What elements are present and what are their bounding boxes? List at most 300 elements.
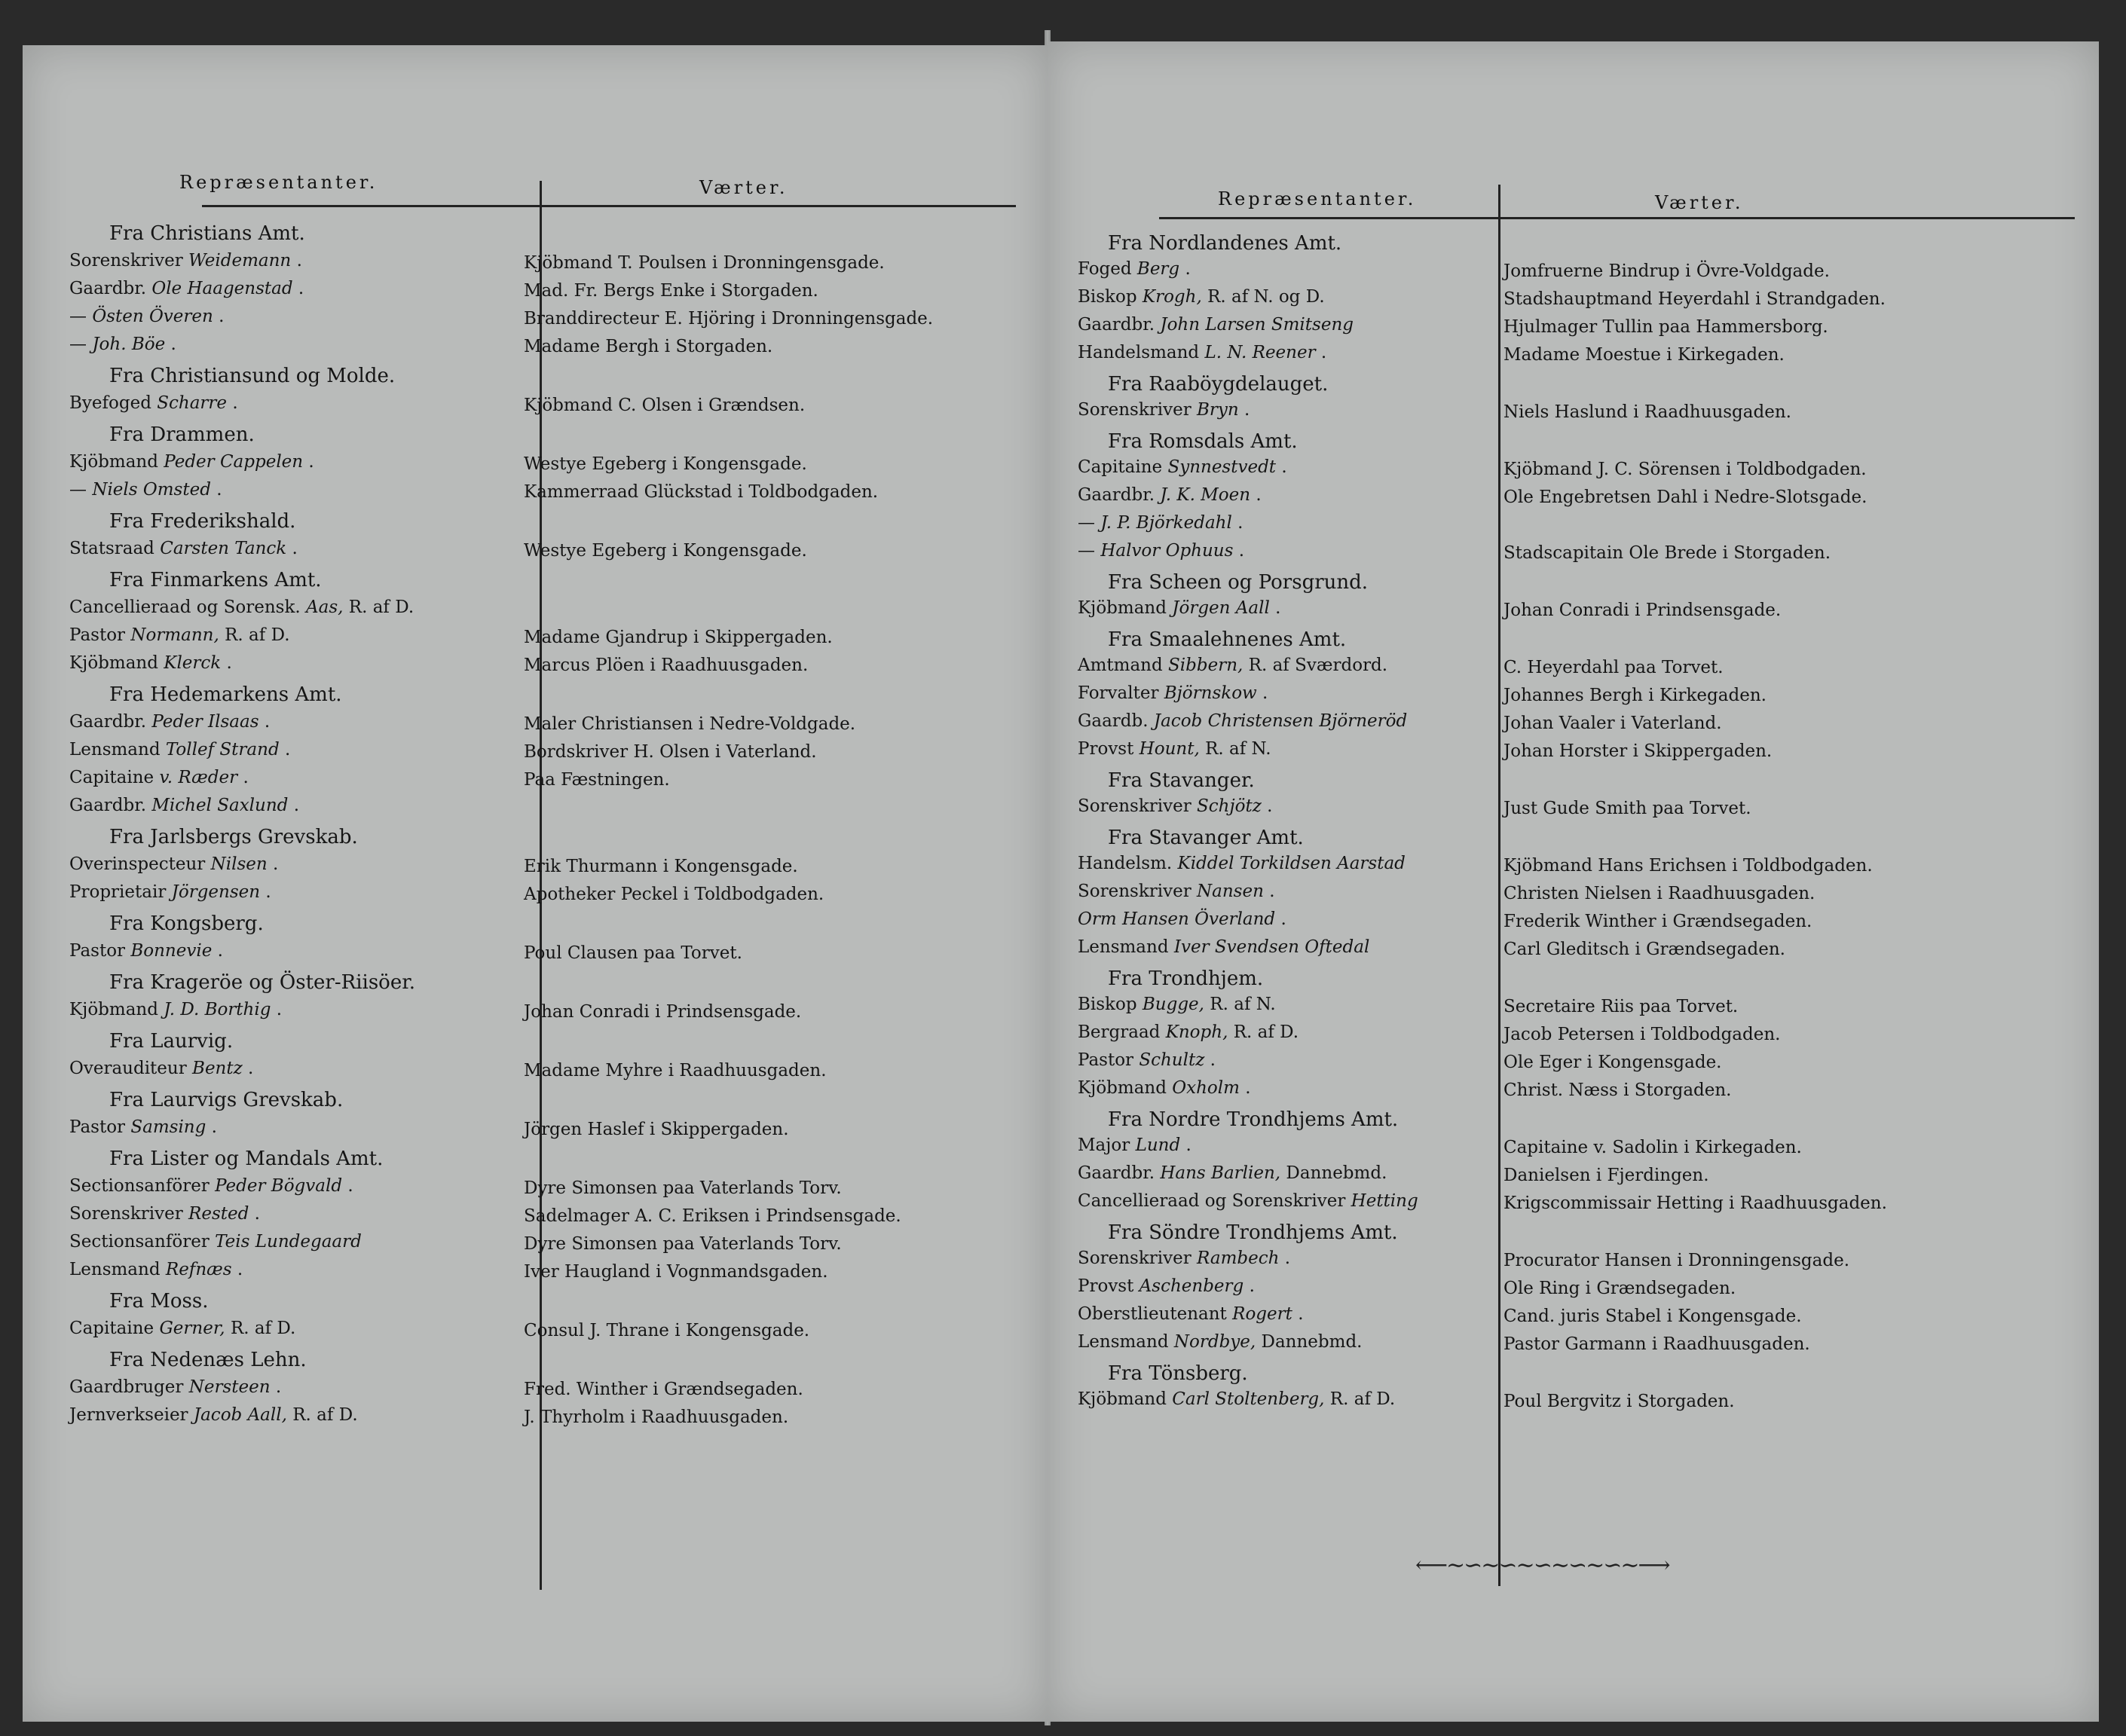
representative-entry (1078, 259, 1191, 279)
rep-title: — (69, 335, 87, 354)
representative-entry (1078, 796, 1272, 816)
rep-title: Gaardbr. (1078, 1163, 1155, 1183)
rep-name: Ole Haagenstad (151, 279, 293, 298)
host-entry: Stadscapitain Ole Brede i Storgaden. (1503, 543, 1831, 563)
host-entry: C. Heyerdahl paa Torvet. (1503, 658, 1724, 677)
right-header-rule (1159, 217, 2075, 219)
rep-name: Peder Cappelen (164, 452, 304, 472)
rep-name: Peder Ilsaas (151, 712, 259, 732)
rep-suffix: . (1245, 1078, 1251, 1098)
rep-title: Oberstlieutenant (1078, 1304, 1227, 1324)
rep-name: Hans Barlien, (1160, 1163, 1281, 1183)
rep-name: Nersteen (188, 1377, 271, 1397)
rep-suffix: . (276, 1000, 283, 1019)
rep-suffix: . (1249, 1276, 1255, 1296)
rep-suffix: . (1298, 1304, 1304, 1324)
rep-name: Iver Svendsen Oftedal (1173, 937, 1370, 957)
rep-title: Kjöbmand (1078, 1389, 1167, 1409)
rep-name: Teis Lundegaard (215, 1232, 362, 1252)
rep-suffix: . (1267, 796, 1273, 816)
section-heading: Fra Finmarkens Amt. (109, 569, 322, 591)
representative-entry (1078, 400, 1250, 420)
section-heading: Fra Jarlsbergs Grevskab. (109, 826, 358, 848)
host-entry: Ole Engebretsen Dahl i Nedre-Slotsgade. (1503, 487, 1868, 507)
section-heading: Fra Kongsberg. (109, 912, 264, 935)
rep-suffix: R. af D. (1329, 1389, 1396, 1409)
host-entry: Mad. Fr. Bergs Enke i Storgaden. (524, 281, 818, 301)
rep-name: Gerner, (159, 1319, 225, 1338)
host-entry: Madame Gjandrup i Skippergaden. (524, 628, 833, 647)
host-entry: Dyre Simonsen paa Vaterlands Torv. (524, 1178, 842, 1198)
rep-title: Sorenskriver (1078, 796, 1191, 816)
representative-entry (1078, 1191, 1418, 1211)
representative-entry (1078, 656, 1387, 675)
rep-suffix: R. af D. (348, 598, 414, 617)
rep-suffix: . (296, 251, 302, 270)
representative-entry (69, 1000, 282, 1019)
rep-title: Bergraad (1078, 1022, 1161, 1042)
rep-name: Bentz (192, 1059, 243, 1078)
rep-title: Sorenskriver (69, 251, 183, 270)
host-entry: Cand. juris Stabel i Kongensgade. (1503, 1307, 1802, 1326)
rep-title: Pastor (1078, 1050, 1134, 1070)
host-entry: Kjöbmand J. C. Sörensen i Toldbodgaden. (1503, 460, 1867, 479)
rep-name: Synnestvedt (1167, 457, 1277, 477)
representative-entry (1078, 513, 1243, 533)
host-entry: Dyre Simonsen paa Vaterlands Torv. (524, 1234, 842, 1254)
host-entry: Hjulmager Tullin paa Hammersborg. (1503, 317, 1828, 337)
representative-entry (1078, 1389, 1395, 1409)
representative-entry (69, 1319, 295, 1338)
section-heading: Fra Nedenæs Lehn. (109, 1349, 307, 1371)
host-entry: Ole Eger i Kongensgade. (1503, 1053, 1722, 1072)
representative-entry (1078, 1050, 1216, 1070)
host-entry: Johan Horster i Skippergaden. (1503, 741, 1773, 761)
rep-title: Kjöbmand (69, 1000, 158, 1019)
rep-name: Rogert (1232, 1304, 1292, 1324)
representative-entry (1078, 1276, 1255, 1296)
rep-name: Knoph, (1165, 1022, 1228, 1042)
rep-title: Pastor (69, 941, 126, 961)
rep-name: Bugge, (1142, 995, 1204, 1014)
rep-name: Bryn (1197, 400, 1239, 420)
section-heading: Fra Raaböygdelauget. (1108, 373, 1329, 396)
rep-name: Halvor Ophuus (1100, 541, 1234, 561)
rep-title: Sorenskriver (1078, 882, 1191, 901)
rep-name: Refnæs (165, 1260, 232, 1279)
host-entry: Secretaire Riis paa Torvet. (1503, 997, 1739, 1016)
rep-suffix: . (1320, 343, 1327, 362)
rep-title: Kjöbmand (1078, 598, 1167, 618)
rep-suffix: . (275, 1377, 282, 1397)
rep-title: Capitaine (69, 1319, 154, 1338)
host-entry: Pastor Garmann i Raadhuusgaden. (1503, 1334, 1810, 1354)
host-entry: Krigscommissair Hetting i Raadhuusgaden. (1503, 1194, 1887, 1213)
section-heading: Fra Laurvigs Grevskab. (109, 1089, 344, 1111)
host-entry: Bordskriver H. Olsen i Vaterland. (524, 742, 817, 762)
section-heading: Fra Frederikshald. (109, 510, 296, 533)
host-entry: Just Gude Smith paa Torvet. (1503, 799, 1751, 818)
rep-name: Weidemann (188, 251, 292, 270)
representative-entry (69, 598, 414, 617)
rep-title: Proprietair (69, 882, 167, 902)
right-column-divider (1498, 185, 1500, 1586)
rep-title: Capitaine (69, 768, 154, 787)
rep-title: Gaardbruger (69, 1377, 184, 1397)
host-entry: Danielsen i Fjerdingen. (1503, 1166, 1709, 1185)
left-header-rule (202, 205, 1016, 207)
rep-title: — (1078, 541, 1095, 561)
representative-entry (1078, 1249, 1290, 1268)
representative-entry (69, 740, 290, 760)
representative-entry (1078, 739, 1271, 759)
rep-title: Gaardbr. (69, 279, 147, 298)
rep-name: Tollef Strand (165, 740, 280, 760)
representative-entry (1078, 1332, 1363, 1352)
representative-entry (69, 653, 232, 673)
rep-title: — (69, 480, 87, 500)
host-entry: Marcus Plöen i Raadhuusgaden. (524, 656, 809, 675)
representative-entry (69, 854, 278, 874)
representative-entry (69, 1176, 353, 1196)
rep-name: Jacob Christensen Björneröd (1153, 711, 1408, 731)
rep-suffix: . (293, 796, 299, 815)
left-header-hosts: Værter. (699, 177, 788, 198)
rep-suffix: . (1238, 541, 1245, 561)
representative-entry (69, 251, 302, 270)
representative-entry (69, 307, 224, 326)
representative-entry (69, 1405, 358, 1425)
rep-name: Joh. Böe (92, 335, 166, 354)
rep-suffix: . (170, 335, 176, 354)
rep-suffix: R. af D. (230, 1319, 296, 1338)
representative-entry (69, 1117, 217, 1137)
rep-name: Jörgensen (171, 882, 261, 902)
representative-entry (69, 1059, 253, 1078)
host-entry: Apotheker Peckel i Toldbodgaden. (524, 885, 824, 904)
section-heading: Fra Christiansund og Molde. (109, 365, 396, 387)
rep-name: Aschenberg (1139, 1276, 1244, 1296)
rep-suffix: . (216, 480, 222, 500)
representative-entry (1078, 711, 1407, 731)
host-entry: Carl Gleditsch i Grændsegaden. (1503, 940, 1785, 959)
host-entry: Erik Thurmann i Kongensgade. (524, 857, 798, 876)
rep-name: Östen Överen (92, 307, 213, 326)
rep-title: — (69, 307, 87, 326)
rep-name: J. D. Borthig (164, 1000, 271, 1019)
rep-name: Carsten Tanck (160, 539, 287, 558)
rep-title: Gaardbr. (1078, 485, 1155, 505)
representative-entry (69, 796, 299, 815)
rep-suffix: . (298, 279, 304, 298)
host-entry: Madame Moestue i Kirkegaden. (1503, 345, 1785, 365)
rep-name: Normann, (130, 625, 219, 645)
rep-title: Handelsmand (1078, 343, 1200, 362)
rep-suffix: . (264, 712, 271, 732)
host-entry: Kjöbmand C. Olsen i Grændsen. (524, 396, 806, 415)
host-entry: Frederik Winther i Grændsegaden. (1503, 912, 1812, 931)
host-entry: Kjöbmand T. Poulsen i Dronningensgade. (524, 253, 885, 273)
rep-suffix: . (248, 1059, 254, 1078)
host-entry: Paa Fæstningen. (524, 770, 670, 790)
rep-suffix: R. af N. (1210, 995, 1276, 1014)
rep-title: Gaardbr. (69, 712, 147, 732)
rep-name: L. N. Reener (1204, 343, 1316, 362)
representative-entry (69, 539, 298, 558)
rep-name: J. K. Moen (1160, 485, 1251, 505)
rep-title: Lensmand (1078, 1332, 1169, 1352)
rep-name: Jacob Aall, (193, 1405, 287, 1425)
host-entry: Procurator Hansen i Dronningensgade. (1503, 1251, 1850, 1270)
section-heading: Fra Smaalehnenes Amt. (1108, 628, 1347, 651)
section-heading: Fra Tönsberg. (1108, 1362, 1248, 1385)
host-entry: Fred. Winther i Grændsegaden. (524, 1380, 803, 1399)
rep-title: Lensmand (1078, 937, 1169, 957)
rep-name: Nilsen (210, 854, 268, 874)
rep-name: Krogh, (1142, 287, 1202, 307)
rep-suffix: . (1281, 457, 1287, 477)
representative-entry (69, 712, 270, 732)
section-heading: Fra Moss. (109, 1290, 209, 1313)
host-entry: Branddirecteur E. Hjöring i Dronningensgade. (524, 309, 934, 329)
rep-name: Berg (1136, 259, 1180, 279)
host-entry: Johannes Bergh i Kirkegaden. (1503, 686, 1767, 705)
rep-title: Gaardbr. (69, 796, 147, 815)
section-heading: Fra Nordre Trondhjems Amt. (1108, 1108, 1399, 1131)
rep-name: J. P. Björkedahl (1100, 513, 1232, 533)
rep-title: Kjöbmand (69, 452, 158, 472)
rep-suffix: . (1262, 683, 1268, 703)
host-entry: Johan Conradi i Prindsensgade. (1503, 601, 1782, 620)
section-heading: Fra Söndre Trondhjems Amt. (1108, 1221, 1398, 1244)
right-header-hosts: Værter. (1655, 192, 1744, 213)
section-heading: Fra Stavanger Amt. (1108, 827, 1304, 849)
rep-title: Handelsm. (1078, 854, 1173, 873)
right-header-representatives: Repræsentanter. (1218, 188, 1417, 209)
section-heading: Fra Krageröe og Öster-Riisöer. (109, 971, 416, 994)
rep-title: Overauditeur (69, 1059, 187, 1078)
representative-entry (69, 941, 223, 961)
rep-title: Lensmand (69, 1260, 161, 1279)
rep-suffix: . (211, 1117, 217, 1137)
rep-name: Orm Hansen Överland (1078, 909, 1276, 929)
rep-suffix: . (1185, 259, 1191, 279)
rep-title: Overinspecteur (69, 854, 206, 874)
rep-name: Hetting (1351, 1191, 1418, 1211)
rep-suffix: . (237, 1260, 243, 1279)
representative-entry (69, 625, 290, 645)
rep-suffix: . (284, 740, 291, 760)
representative-entry (1078, 1078, 1251, 1098)
rep-name: Carl Stoltenberg, (1172, 1389, 1325, 1409)
rep-suffix: . (1284, 1249, 1291, 1268)
representative-entry (1078, 541, 1244, 561)
rep-name: Björnskow (1164, 683, 1257, 703)
representative-entry (69, 480, 222, 500)
rep-name: Michel Saxlund (151, 796, 289, 815)
representative-entry (69, 1204, 260, 1224)
rep-name: Hount, (1139, 739, 1200, 759)
rep-suffix: . (273, 854, 279, 874)
rep-title: Cancellieraad og Sorenskriver (1078, 1191, 1346, 1211)
host-entry: Niels Haslund i Raadhuusgaden. (1503, 402, 1791, 422)
rep-name: Oxholm (1172, 1078, 1240, 1098)
rep-name: Scharre (157, 393, 228, 413)
host-entry: Westye Egeberg i Kongensgade. (524, 454, 807, 474)
right-page (1048, 41, 2099, 1722)
representative-entry (69, 1232, 362, 1252)
rep-name: Lund (1135, 1135, 1181, 1155)
host-entry: Jomfruerne Bindrup i Övre-Voldgade. (1503, 261, 1830, 281)
rep-suffix: R. af D. (1233, 1022, 1299, 1042)
rep-suffix: . (217, 941, 223, 961)
rep-suffix: . (292, 539, 298, 558)
rep-title: Statsraad (69, 539, 154, 558)
rep-title: Gaardbr. (1078, 315, 1155, 335)
representative-entry (1078, 1022, 1299, 1042)
section-heading: Fra Romsdals Amt. (1108, 430, 1298, 453)
rep-title: Kjöbmand (69, 653, 158, 673)
rep-suffix: . (1210, 1050, 1216, 1070)
representative-entry (1078, 343, 1326, 362)
rep-title: Biskop (1078, 995, 1137, 1014)
section-heading: Fra Scheen og Porsgrund. (1108, 571, 1369, 594)
rep-name: Sibbern, (1168, 656, 1243, 675)
representative-entry (69, 1377, 281, 1397)
section-heading: Fra Laurvig. (109, 1030, 234, 1053)
host-entry: Madame Bergh i Storgaden. (524, 337, 773, 356)
end-flourish: ⟵∼∽∼∽∼∽∼∽∼∽∼⟶ (1415, 1552, 1669, 1579)
rep-name: John Larsen Smitseng (1160, 315, 1354, 335)
rep-title: Sorenskriver (69, 1204, 183, 1224)
host-entry: Iver Haugland i Vognmandsgaden. (524, 1262, 828, 1282)
section-heading: Fra Trondhjem. (1108, 967, 1264, 990)
rep-suffix: . (347, 1176, 353, 1196)
rep-suffix: . (308, 452, 314, 472)
rep-suffix: R. af D. (225, 625, 290, 645)
rep-name: Samsing (130, 1117, 206, 1137)
rep-suffix: . (219, 307, 225, 326)
representative-entry (1078, 598, 1280, 618)
rep-title: Gaardb. (1078, 711, 1149, 731)
rep-suffix: . (1256, 485, 1262, 505)
host-entry: J. Thyrholm i Raadhuusgaden. (524, 1407, 789, 1427)
representative-entry (69, 768, 249, 787)
representative-entry (1078, 1163, 1387, 1183)
representative-entry (1078, 995, 1276, 1014)
rep-title: Cancellieraad og Sorensk. (69, 598, 301, 617)
host-entry: Maler Christiansen i Nedre-Voldgade. (524, 714, 856, 734)
rep-suffix: R. af N. og D. (1207, 287, 1325, 307)
section-heading: Fra Christians Amt. (109, 222, 305, 245)
rep-suffix: . (226, 653, 232, 673)
section-heading: Fra Stavanger. (1108, 769, 1255, 792)
rep-name: Rested (188, 1204, 249, 1224)
representative-entry (1078, 683, 1268, 703)
section-heading: Fra Nordlandenes Amt. (1108, 232, 1342, 255)
rep-title: Provst (1078, 1276, 1134, 1296)
rep-name: Nansen (1197, 882, 1264, 901)
representative-entry (69, 452, 314, 472)
rep-suffix: . (1237, 513, 1243, 533)
rep-suffix: . (265, 882, 271, 902)
rep-title: Sectionsanförer (69, 1176, 210, 1196)
section-heading: Fra Drammen. (109, 423, 255, 446)
left-header-representatives: Repræsentanter. (179, 172, 378, 193)
left-page (23, 45, 1048, 1722)
representative-entry (69, 1260, 243, 1279)
rep-title: Sectionsanförer (69, 1232, 210, 1252)
host-entry: Westye Egeberg i Kongensgade. (524, 541, 807, 561)
rep-title: Lensmand (69, 740, 161, 760)
rep-name: v. Ræder (159, 768, 238, 787)
rep-name: Kiddel Torkildsen Aarstad (1177, 854, 1406, 873)
section-heading: Fra Lister og Mandals Amt. (109, 1148, 384, 1170)
representative-entry (1078, 937, 1369, 957)
representative-entry (1078, 1304, 1304, 1324)
host-entry: Christ. Næss i Storgaden. (1503, 1080, 1732, 1100)
rep-suffix: R. af D. (292, 1405, 358, 1425)
section-heading: Fra Hedemarkens Amt. (109, 683, 342, 706)
host-entry: Madame Myhre i Raadhuusgaden. (524, 1061, 827, 1080)
rep-title: — (1078, 513, 1095, 533)
host-entry: Poul Bergvitz i Storgaden. (1503, 1392, 1735, 1411)
representative-entry (69, 279, 304, 298)
rep-name: Schjötz (1197, 796, 1262, 816)
rep-suffix: . (1275, 598, 1281, 618)
representative-entry (1078, 457, 1287, 477)
representative-entry (1078, 1135, 1191, 1155)
host-entry: Jörgen Haslef i Skippergaden. (524, 1120, 789, 1139)
rep-title: Foged (1078, 259, 1132, 279)
host-entry: Sadelmager A. C. Eriksen i Prindsensgade. (524, 1206, 901, 1226)
representative-entry (1078, 485, 1262, 505)
rep-title: Biskop (1078, 287, 1137, 307)
rep-title: Sorenskriver (1078, 1249, 1191, 1268)
host-entry: Ole Ring i Grændsegaden. (1503, 1279, 1736, 1298)
rep-name: Niels Omsted (92, 480, 211, 500)
rep-title: Sorenskriver (1078, 400, 1191, 420)
rep-title: Provst (1078, 739, 1134, 759)
rep-name: Bonnevie (130, 941, 213, 961)
host-entry: Johan Conradi i Prindsensgade. (524, 1002, 802, 1022)
rep-suffix: . (232, 393, 238, 413)
rep-name: Schultz (1139, 1050, 1205, 1070)
rep-suffix: . (1185, 1135, 1191, 1155)
host-entry: Kammerraad Glückstad i Toldbodgaden. (524, 482, 879, 502)
host-entry: Jacob Petersen i Toldbodgaden. (1503, 1025, 1781, 1044)
rep-title: Byefoged (69, 393, 151, 413)
representative-entry (69, 882, 271, 902)
rep-suffix: Dannebmd. (1261, 1332, 1363, 1352)
rep-suffix: R. af Sværdord. (1248, 656, 1388, 675)
rep-suffix: R. af N. (1205, 739, 1271, 759)
rep-title: Pastor (69, 1117, 126, 1137)
host-entry: Johan Vaaler i Vaterland. (1503, 714, 1722, 733)
representative-entry (69, 393, 238, 413)
rep-title: Kjöbmand (1078, 1078, 1167, 1098)
rep-suffix: Dannebmd. (1286, 1163, 1387, 1183)
rep-title: Major (1078, 1135, 1130, 1155)
representative-entry (1078, 909, 1286, 929)
rep-suffix: . (254, 1204, 260, 1224)
rep-name: Rambech (1197, 1249, 1280, 1268)
host-entry: Consul J. Thrane i Kongensgade. (524, 1321, 810, 1340)
representative-entry (1078, 287, 1325, 307)
representative-entry (69, 335, 176, 354)
rep-title: Capitaine (1078, 457, 1163, 477)
rep-title: Amtmand (1078, 656, 1163, 675)
